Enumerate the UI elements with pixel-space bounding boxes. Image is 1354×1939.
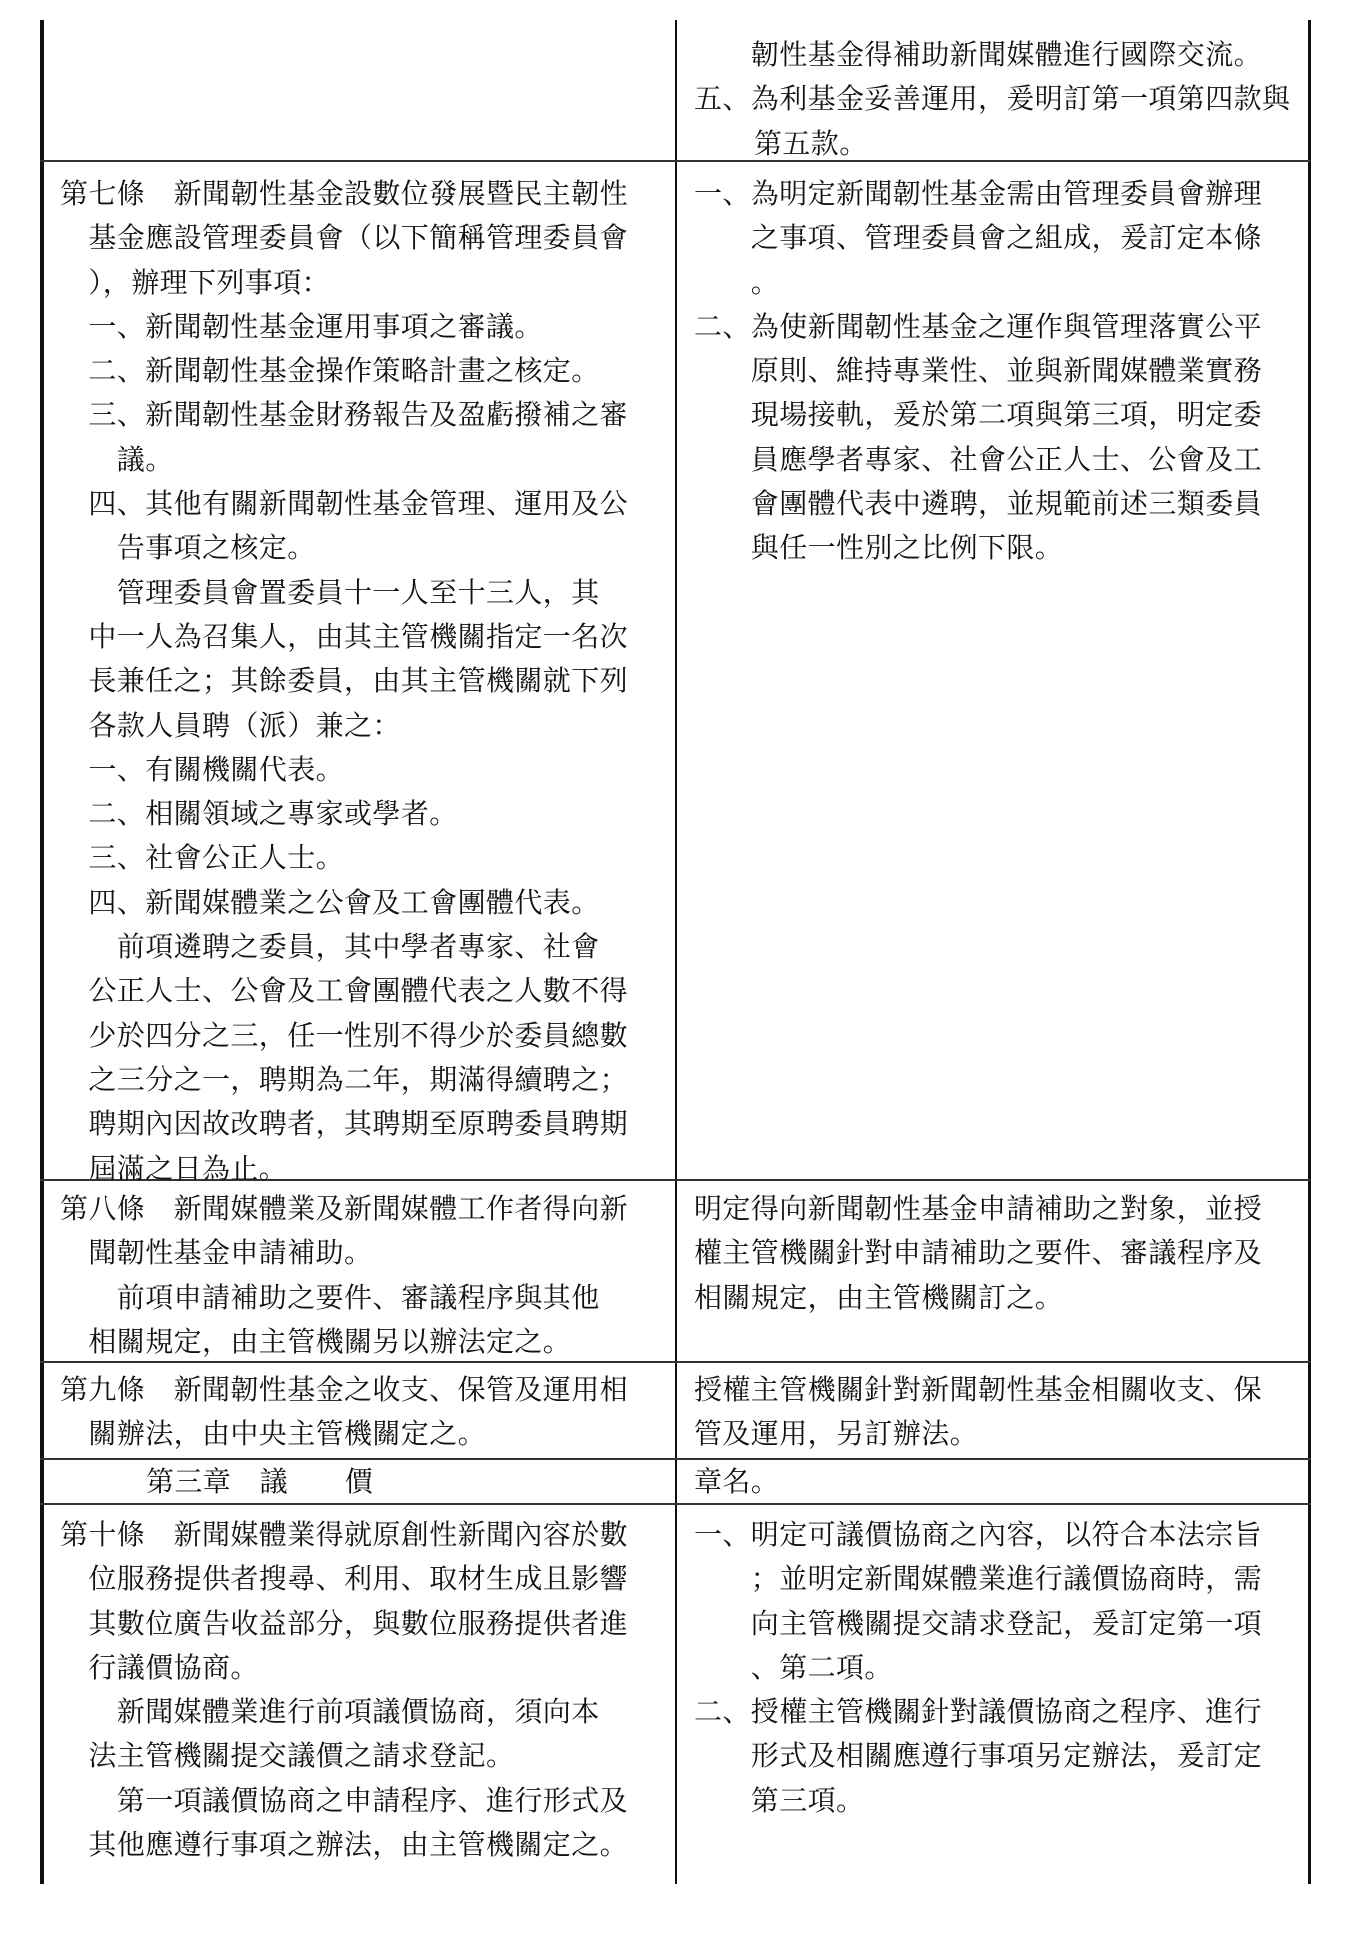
chapter-3-explanation — [694, 1460, 1294, 1504]
explanation-line: 員應學者專家、社會公正人士、公會及工 — [694, 442, 1263, 476]
article-line: 聞韌性基金申請補助。 — [60, 1236, 373, 1270]
explanation-line: 。 — [694, 265, 780, 299]
article-line: 前項申請補助之要件、審議程序與其他 — [60, 1280, 600, 1314]
explanation-line: 一、明定可議價協商之內容，以符合本法宗旨 — [694, 1518, 1263, 1551]
article-line: 二、新聞韌性基金操作策略計畫之核定。 — [60, 354, 600, 388]
explanation-line: 二、為使新聞韌性基金之運作與管理落實公平 — [694, 309, 1263, 343]
article-10-text — [60, 1513, 660, 1867]
article-line: 位服務提供者搜尋、利用、取材生成且影響 — [60, 1562, 629, 1596]
table-right-border — [1308, 20, 1311, 1884]
article-line: 各款人員聘（派）兼之： — [60, 708, 401, 742]
explanation-line: 向主管機關提交請求登記，爰訂定第一項 — [694, 1606, 1263, 1640]
article-line: 四、新聞媒體業之公會及工會團體代表。 — [60, 885, 600, 919]
article-line: 第九條 新聞韌性基金之收支、保管及運用相 — [60, 1373, 629, 1406]
article-line: 第十條 新聞媒體業得就原創性新聞內容於數 — [60, 1518, 629, 1551]
explanation-line: 明定得向新聞韌性基金申請補助之對象，並授 — [694, 1192, 1263, 1225]
article-line: 告事項之核定。 — [60, 531, 316, 565]
explanation-line: 會團體代表中遴聘，並規範前述三類委員 — [694, 487, 1263, 521]
explanation-line: 二、授權主管機關針對議價協商之程序、進行 — [694, 1695, 1263, 1729]
explanation-line: 現場接軌，爰於第二項與第三項，明定委 — [694, 398, 1263, 432]
article-8-explanation — [694, 1187, 1294, 1320]
article-10-explanation — [694, 1513, 1294, 1823]
explanation-line: ；並明定新聞媒體業進行議價協商時，需 — [694, 1562, 1263, 1596]
chapter-title: 第三章 議 價 — [146, 1465, 374, 1498]
article-line: 前項遴聘之委員，其中學者專家、社會 — [60, 930, 600, 964]
explanation-line: 韌性基金得補助新聞媒體進行國際交流。 — [694, 38, 1263, 71]
article-line: 法主管機關提交議價之請求登記。 — [60, 1739, 515, 1773]
explanation-line: 章名。 — [694, 1465, 780, 1498]
article-line: 第七條 新聞韌性基金設數位發展暨民主韌性 — [60, 177, 629, 210]
table-column-divider — [675, 20, 677, 1884]
explanation-line: 與任一性別之比例下限。 — [694, 531, 1064, 565]
article-line: 第八條 新聞媒體業及新聞媒體工作者得向新 — [60, 1192, 629, 1225]
article-line: 公正人士、公會及工會團體代表之人數不得 — [60, 974, 629, 1008]
explanation-cell-continued — [694, 33, 1294, 166]
article-line: 聘期內因故改聘者，其聘期至原聘委員聘期 — [60, 1107, 629, 1141]
article-line: 三、社會公正人士。 — [60, 841, 345, 875]
explanation-line: 一、為明定新聞韌性基金需由管理委員會辦理 — [694, 177, 1263, 210]
article-line: 基金應設管理委員會（以下簡稱管理委員會 — [60, 221, 629, 255]
article-line: 新聞媒體業進行前項議價協商，須向本 — [60, 1695, 600, 1729]
chapter-3-heading — [146, 1460, 646, 1504]
article-line: ），辦理下列事項： — [60, 265, 331, 299]
article-line: 其他應遵行事項之辦法，由主管機關定之。 — [60, 1828, 629, 1862]
explanation-line: 相關規定，由主管機關訂之。 — [694, 1280, 1064, 1314]
explanation-line: 第三項。 — [694, 1783, 865, 1817]
article-line: 其數位廣告收益部分，與數位服務提供者進 — [60, 1606, 629, 1640]
article-line: 關辦法，由中央主管機關定之。 — [60, 1417, 487, 1451]
explanation-line: 原則、維持專業性、並與新聞媒體業實務 — [694, 354, 1263, 388]
article-line: 管理委員會置委員十一人至十三人，其 — [60, 575, 600, 609]
article-line: 長兼任之；其餘委員，由其主管機關就下列 — [60, 664, 629, 698]
article-line: 一、新聞韌性基金運用事項之審議。 — [60, 309, 543, 343]
explanation-line: 權主管機關針對申請補助之要件、審議程序及 — [694, 1236, 1263, 1270]
explanation-item — [694, 77, 1294, 166]
article-line: 三、新聞韌性基金財務報告及盈虧撥補之審 — [60, 398, 629, 432]
article-line: 中一人為召集人，由其主管機關指定一名次 — [60, 619, 629, 653]
article-line: 二、相關領域之專家或學者。 — [60, 797, 458, 831]
article-line: 議。 — [60, 442, 174, 476]
explanation-line: 授權主管機關針對新聞韌性基金相關收支、保 — [694, 1373, 1263, 1406]
article-8-text — [60, 1187, 660, 1364]
explanation-line: 五、為利基金妥善運用，爰明訂第一項第四款與第五款。 — [694, 82, 1291, 160]
article-line: 行議價協商。 — [60, 1650, 259, 1684]
article-line: 少於四分之三，任一性別不得少於委員總數 — [60, 1018, 629, 1052]
article-9-text — [60, 1368, 660, 1457]
article-7-explanation — [694, 172, 1294, 571]
explanation-line: 形式及相關應遵行事項另定辦法，爰訂定 — [694, 1739, 1263, 1773]
explanation-line: 、第二項。 — [694, 1650, 893, 1684]
article-line: 四、其他有關新聞韌性基金管理、運用及公 — [60, 487, 629, 521]
article-7-text — [60, 172, 660, 1191]
article-line: 屆滿之日為止。 — [60, 1151, 288, 1185]
article-line: 第一項議價協商之申請程序、進行形式及 — [60, 1783, 629, 1817]
explanation-line: 之事項、管理委員會之組成，爰訂定本條 — [694, 221, 1263, 255]
article-line: 一、有關機關代表。 — [60, 752, 345, 786]
article-9-explanation — [694, 1368, 1294, 1457]
article-line: 之三分之一，聘期為二年，期滿得續聘之； — [60, 1062, 629, 1096]
article-line: 相關規定，由主管機關另以辦法定之。 — [60, 1324, 572, 1358]
explanation-line: 管及運用，另訂辦法。 — [694, 1417, 979, 1451]
table-left-border — [40, 20, 44, 1884]
